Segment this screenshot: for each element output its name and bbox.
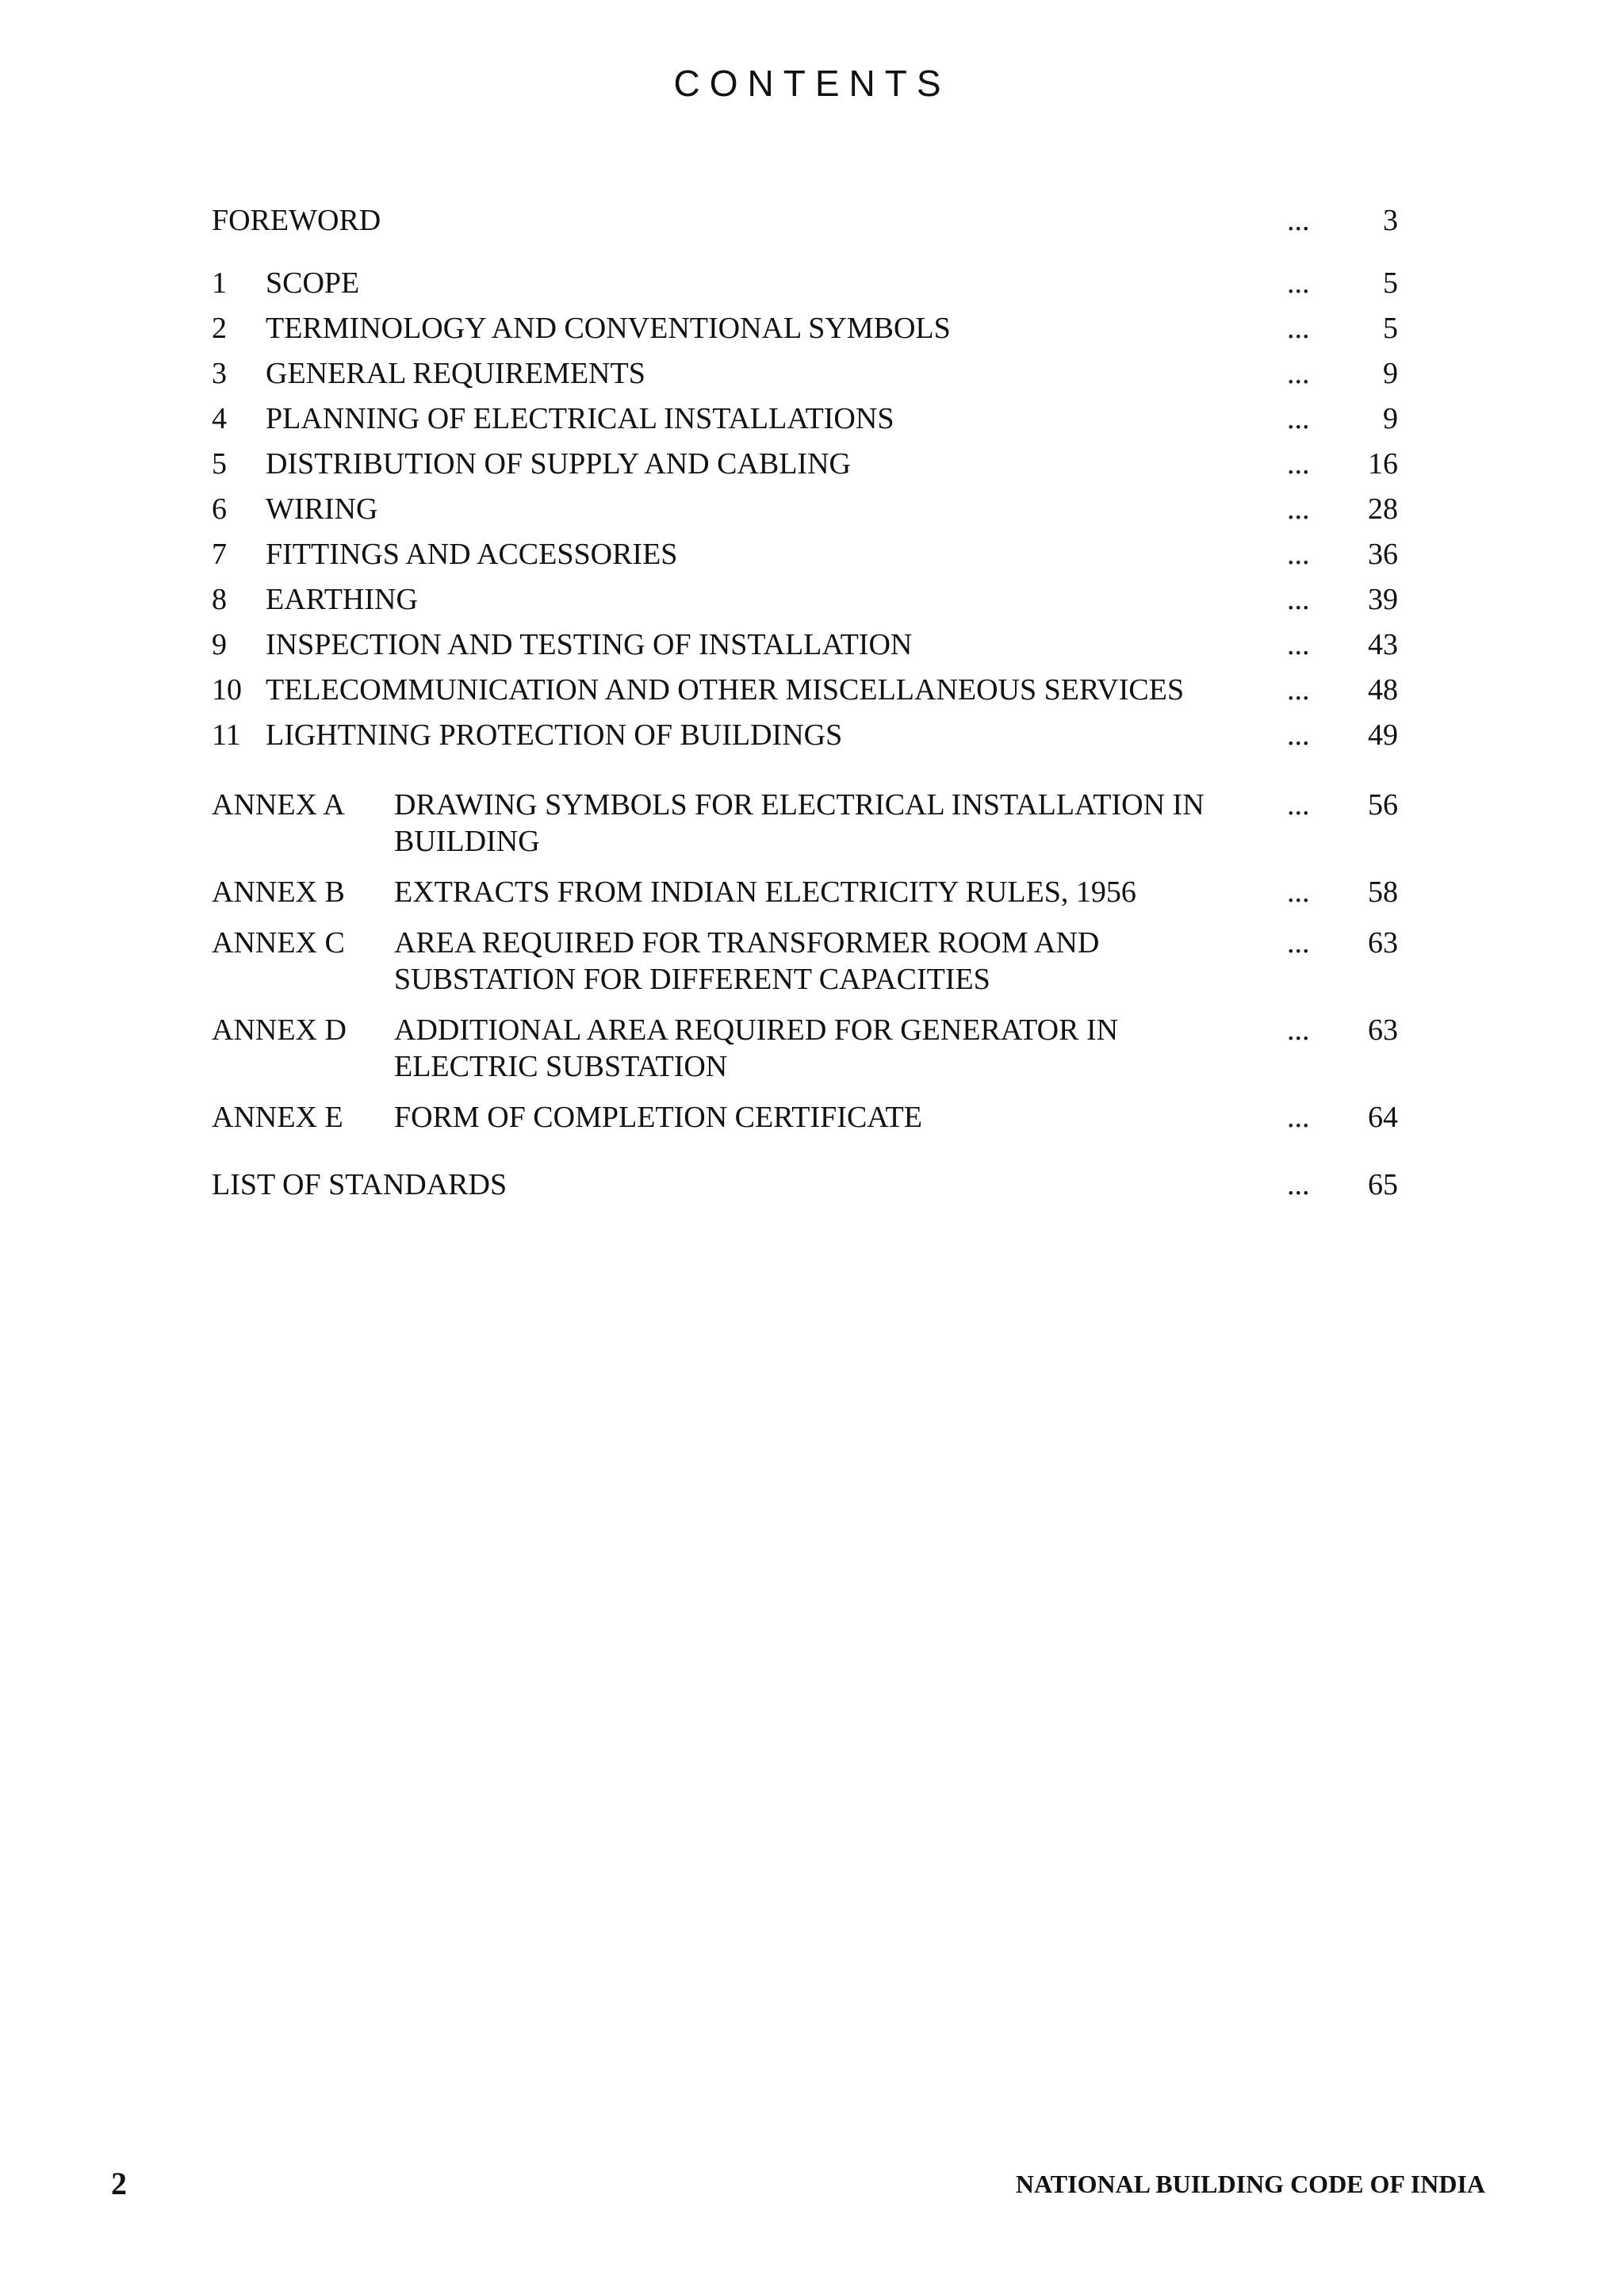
section-title: DISTRIBUTION OF SUPPLY AND CABLING bbox=[266, 447, 851, 481]
toc-page-number: 5 bbox=[1383, 312, 1398, 345]
toc-leader-dots: ... bbox=[1287, 926, 1310, 960]
toc-entry-section bbox=[212, 668, 1398, 713]
section-title: INSPECTION AND TESTING OF INSTALLATION bbox=[266, 628, 913, 661]
toc-leader-dots: ... bbox=[1287, 583, 1310, 616]
toc-page-number: 36 bbox=[1368, 538, 1398, 571]
toc-leader-dots: ... bbox=[1287, 402, 1310, 435]
section-number: 11 bbox=[212, 718, 241, 752]
toc-entry-section bbox=[212, 487, 1398, 532]
toc-page-number: 9 bbox=[1383, 357, 1398, 390]
section-number: 10 bbox=[212, 673, 242, 707]
section-title: GENERAL REQUIREMENTS bbox=[266, 357, 645, 390]
section-number: 5 bbox=[212, 447, 227, 481]
section-title: SCOPE bbox=[266, 266, 360, 300]
annex-label: ANNEX E bbox=[212, 1101, 343, 1134]
toc-leader-dots: ... bbox=[1287, 1101, 1310, 1134]
toc-entry-section bbox=[212, 396, 1398, 442]
annex-title: AREA REQUIRED FOR TRANSFORMER ROOM AND SUBSTATION FOR DIFFERENT CAPACITIES bbox=[394, 926, 1100, 996]
section-number: 7 bbox=[212, 538, 227, 571]
toc-leader-dots: ... bbox=[1287, 492, 1310, 526]
annex-label: ANNEX C bbox=[212, 926, 345, 960]
toc-page-number: 5 bbox=[1383, 266, 1398, 300]
section-title: EARTHING bbox=[266, 583, 418, 616]
toc-leader-dots: ... bbox=[1287, 266, 1310, 300]
section-title: WIRING bbox=[266, 492, 378, 526]
section-number: 9 bbox=[212, 628, 227, 661]
toc-leader-dots: ... bbox=[1287, 628, 1310, 661]
section-title: LIGHTNING PROTECTION OF BUILDINGS bbox=[266, 718, 843, 752]
annex-title: FORM OF COMPLETION CERTIFICATE bbox=[394, 1101, 922, 1134]
toc-leader-dots: ... bbox=[1287, 1013, 1310, 1047]
toc-page-number: 39 bbox=[1368, 583, 1398, 616]
toc-entry-section bbox=[212, 261, 1398, 306]
toc-leader-dots: ... bbox=[1287, 357, 1310, 390]
toc-entry-annex bbox=[212, 1007, 1398, 1085]
section-number: 3 bbox=[212, 357, 227, 390]
table-of-contents bbox=[212, 198, 1398, 1208]
toc-page-number: 16 bbox=[1368, 447, 1398, 481]
toc-entry-annex bbox=[212, 782, 1398, 860]
toc-leader-dots: ... bbox=[1287, 204, 1310, 237]
toc-page-number: 9 bbox=[1383, 402, 1398, 435]
toc-leader-dots: ... bbox=[1287, 718, 1310, 752]
toc-entry-annex bbox=[212, 1094, 1398, 1136]
section-title: PLANNING OF ELECTRICAL INSTALLATIONS bbox=[266, 402, 894, 435]
toc-entry-section bbox=[212, 306, 1398, 351]
toc-page-number: 56 bbox=[1368, 788, 1398, 822]
section-number: 6 bbox=[212, 492, 227, 526]
section-title: FITTINGS AND ACCESSORIES bbox=[266, 538, 678, 571]
toc-leader-dots: ... bbox=[1287, 447, 1310, 481]
toc-entry-annex bbox=[212, 869, 1398, 910]
annex-label: ANNEX B bbox=[212, 875, 345, 909]
toc-leader-dots: ... bbox=[1287, 673, 1310, 707]
toc-entry-annex bbox=[212, 920, 1398, 998]
section-list bbox=[212, 261, 1398, 758]
toc-entry-section bbox=[212, 623, 1398, 668]
section-title: TELECOMMUNICATION AND OTHER MISCELLANEOUS SERVICES bbox=[266, 673, 1185, 707]
toc-page-number: 58 bbox=[1368, 875, 1398, 909]
toc-page-number: 28 bbox=[1368, 492, 1398, 526]
toc-entry-section bbox=[212, 351, 1398, 396]
toc-entry-label: LIST OF STANDARDS bbox=[212, 1168, 508, 1201]
toc-leader-dots: ... bbox=[1287, 538, 1310, 571]
annex-label: ANNEX D bbox=[212, 1013, 347, 1047]
toc-page-number: 49 bbox=[1368, 718, 1398, 752]
toc-entry-label: FOREWORD bbox=[212, 204, 381, 237]
toc-entry-section bbox=[212, 713, 1398, 758]
footer-publication-title: NATIONAL BUILDING CODE OF INDIA bbox=[1015, 2170, 1485, 2198]
toc-page-number: 3 bbox=[1383, 204, 1398, 237]
toc-leader-dots: ... bbox=[1287, 788, 1310, 822]
page-title: CONTENTS bbox=[673, 63, 951, 104]
toc-page-number: 48 bbox=[1368, 673, 1398, 707]
annex-title: EXTRACTS FROM INDIAN ELECTRICITY RULES, 1956 bbox=[394, 875, 1136, 909]
annex-title: ADDITIONAL AREA REQUIRED FOR GENERATOR IN ELECTRIC SUBSTATION bbox=[394, 1013, 1119, 1083]
toc-leader-dots: ... bbox=[1287, 1168, 1310, 1201]
section-number: 2 bbox=[212, 312, 227, 345]
toc-page-number: 63 bbox=[1368, 926, 1398, 960]
toc-leader-dots: ... bbox=[1287, 875, 1310, 909]
toc-entry-section bbox=[212, 577, 1398, 623]
section-number: 1 bbox=[212, 266, 227, 300]
annex-list bbox=[212, 782, 1398, 1136]
toc-leader-dots: ... bbox=[1287, 312, 1310, 345]
annex-label: ANNEX A bbox=[212, 788, 345, 822]
toc-entry-section bbox=[212, 442, 1398, 487]
toc-entry-list-of-standards bbox=[212, 1163, 1398, 1208]
annex-title: DRAWING SYMBOLS FOR ELECTRICAL INSTALLATION IN BUILDING bbox=[394, 788, 1205, 858]
toc-entry-section bbox=[212, 532, 1398, 577]
toc-entry-foreword bbox=[212, 198, 1398, 243]
toc-page-number: 64 bbox=[1368, 1101, 1398, 1134]
toc-page-number: 63 bbox=[1368, 1013, 1398, 1047]
section-title: TERMINOLOGY AND CONVENTIONAL SYMBOLS bbox=[266, 312, 951, 345]
section-number: 8 bbox=[212, 583, 227, 616]
toc-page-number: 43 bbox=[1368, 628, 1398, 661]
footer-page-number: 2 bbox=[111, 2166, 127, 2201]
toc-page-number: 65 bbox=[1368, 1168, 1398, 1201]
section-number: 4 bbox=[212, 402, 227, 435]
